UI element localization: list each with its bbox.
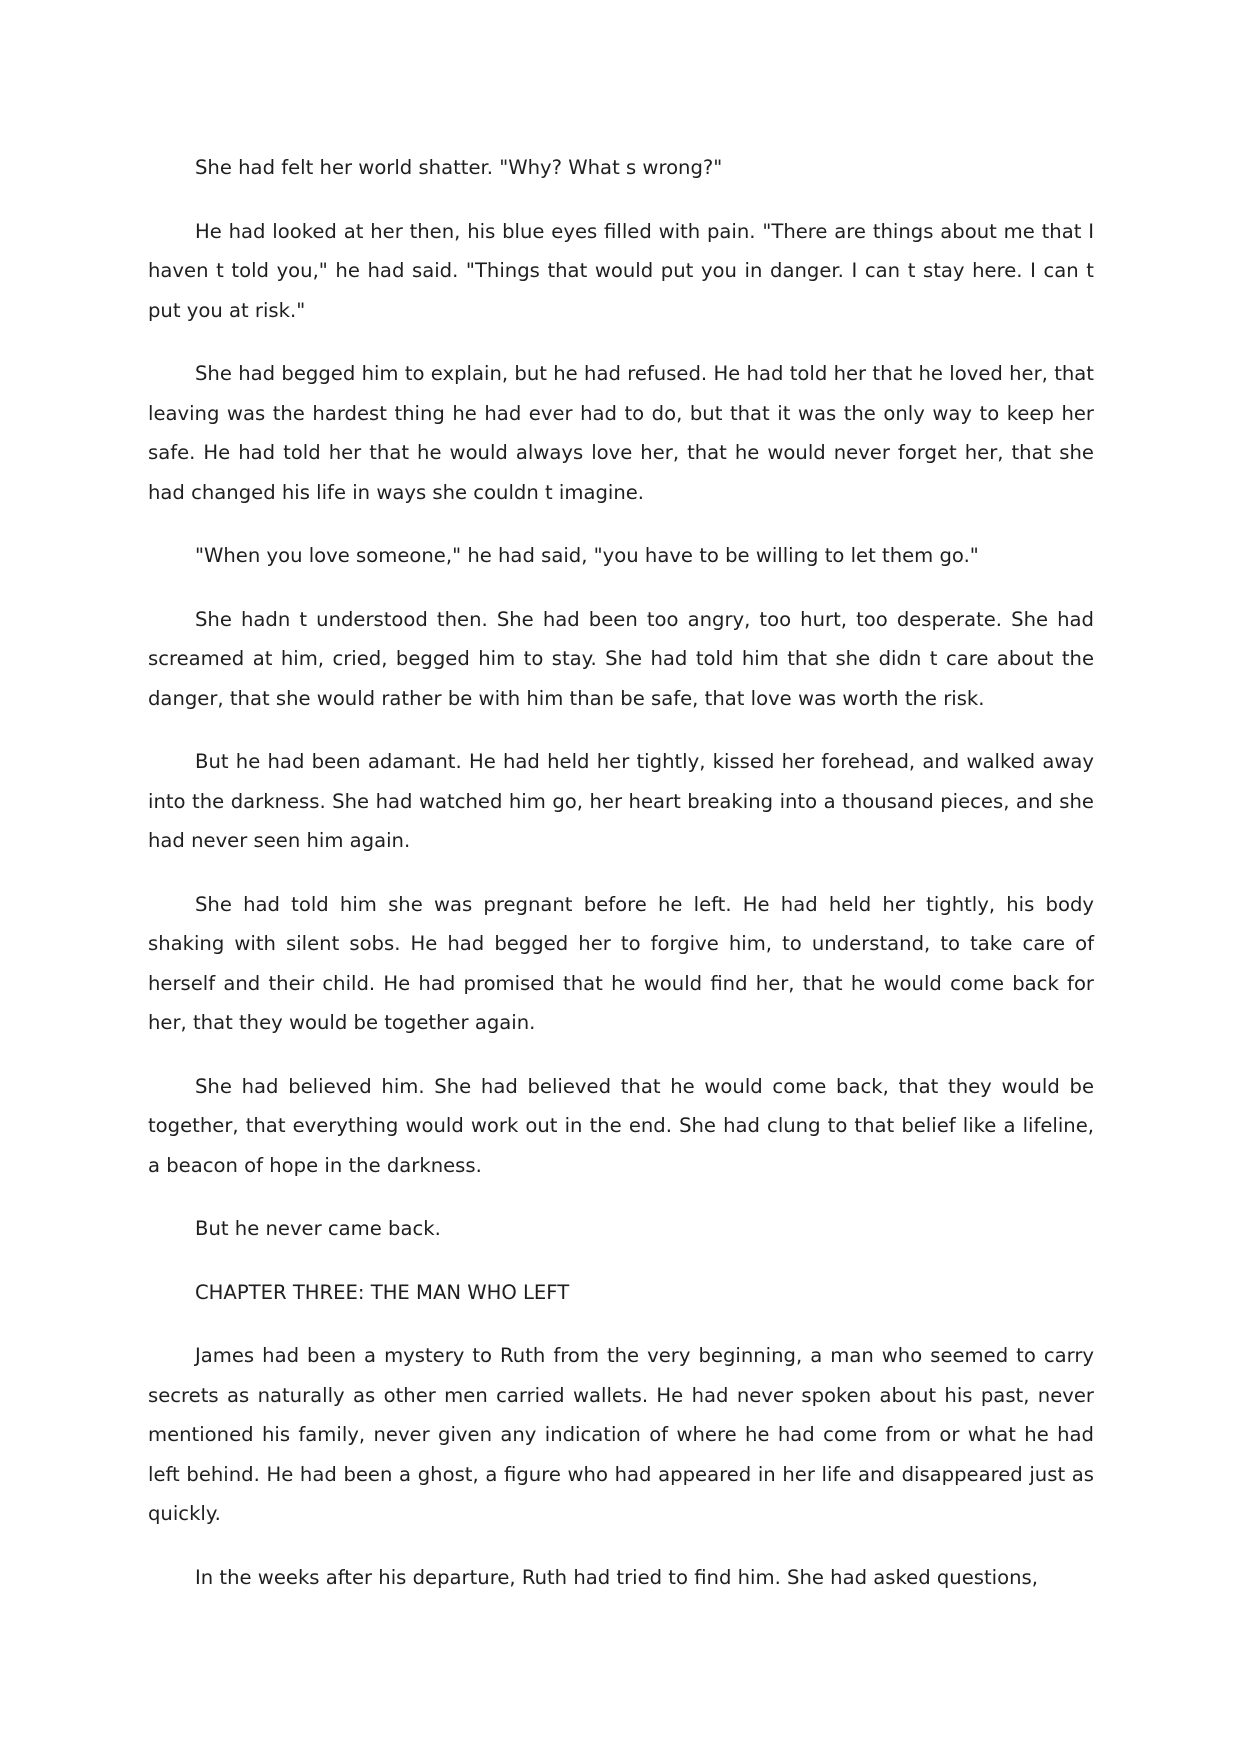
paragraph-blue-eyes: He had looked at her then, his blue eyes filled with pain. "There are things about me that I haven t told you," he had said. "Things that would put you in danger. I can t stay here. I can t put you at risk." xyxy=(148,219,1094,322)
paragraph-let-them-go: "When you love someone," he had said, "you have to be willing to let them go." xyxy=(195,544,979,567)
paragraph-world-shatter: She had felt her world shatter. "Why? What s wrong?" xyxy=(195,156,723,179)
paragraph-adamant: But he had been adamant. He had held her tightly, kissed her forehead, and walked away into the darkness. She had watched him go, her heart breaking into a thousand pieces, and she had never seen him again. xyxy=(148,750,1094,852)
paragraph-james-mystery: James had been a mystery to Ruth from the very beginning, a man who seemed to carry secrets as naturally as other men carried wallets. He had never spoken about his past, never mentioned his family, never given any indication of where he had come from or what he had left behind. He had been a ghost, a figure who had appeared in her life and disappeared just as quickly. xyxy=(148,1344,1094,1525)
paragraph-begged-explain: She had begged him to explain, but he had refused. He had told her that he loved her, that leaving was the hardest thing he had ever had to do, but that it was the only way to keep her safe. He had told her that he would always love her, that he would never forget her, that she had changed his life in ways she couldn t imagine. xyxy=(148,362,1094,504)
paragraph-believed-him: She had believed him. She had believed that he would come back, that they would be together, that everything would work out in the end. She had clung to that belief like a lifeline, a beacon of hope in the darkness. xyxy=(148,1074,1094,1177)
paragraph-weeks-after: In the weeks after his departure, Ruth had tried to find him. She had asked questions, xyxy=(195,1565,1038,1589)
paragraph-hadnt-understood: She hadn t understood then. She had been too angry, too hurt, too desperate. She had screamed at him, cried, begged him to stay. She had told him that she didn t care about the danger, that she would rather be with him than be safe, that love was worth the risk. xyxy=(148,607,1094,710)
chapter-heading: CHAPTER THREE: THE MAN WHO LEFT xyxy=(195,1280,570,1304)
paragraph-never-came-back: But he never came back. xyxy=(195,1217,441,1240)
document-body xyxy=(148,148,1094,1597)
paragraph-pregnant: She had told him she was pregnant before he left. He had held her tightly, his body shaking with silent sobs. He had begged her to forgive him, to understand, to take care of herself and their child. He had promised that he would find her, that he would come back for her, that they would be together again. xyxy=(148,892,1094,1034)
